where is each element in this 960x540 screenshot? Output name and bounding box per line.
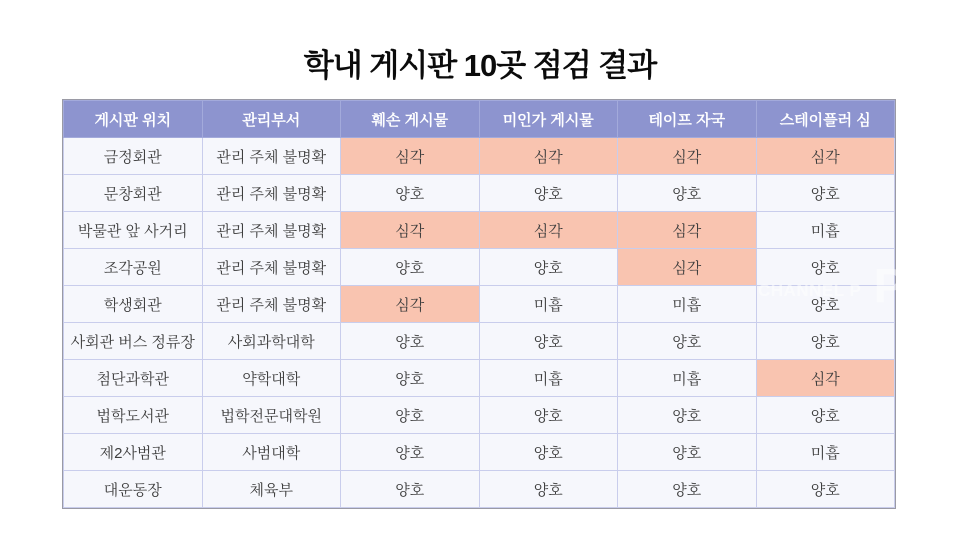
cell-status: 미흡 (618, 286, 757, 323)
cell-status: 미흡 (479, 360, 618, 397)
cell-status: 심각 (756, 138, 895, 175)
watermark-wordmark: CHANNEL P (758, 281, 862, 300)
cell-location: 법학도서관 (64, 397, 203, 434)
table-row (64, 212, 895, 249)
cell-status: 심각 (618, 249, 757, 286)
cell-status: 심각 (479, 138, 618, 175)
cell-department: 약학대학 (202, 360, 341, 397)
column-header-location: 게시판 위치 (64, 101, 203, 138)
watermark-logo-icon: PI (873, 260, 911, 313)
table-row (64, 397, 895, 434)
cell-location: 박물관 앞 사거리 (64, 212, 203, 249)
column-header-damaged-posts: 훼손 게시물 (341, 101, 480, 138)
cell-location: 학생회관 (64, 286, 203, 323)
table-row (64, 323, 895, 360)
cell-status: 양호 (756, 397, 895, 434)
table-body (64, 138, 895, 508)
cell-status: 양호 (756, 323, 895, 360)
cell-department: 관리 주체 불명확 (202, 249, 341, 286)
cell-status: 양호 (341, 175, 480, 212)
cell-location: 금정회관 (64, 138, 203, 175)
cell-status: 양호 (756, 471, 895, 508)
column-header-staples: 스테이플러 심 (756, 101, 895, 138)
cell-status: 양호 (618, 397, 757, 434)
table-row (64, 471, 895, 508)
column-header-unauthorized-posts: 미인가 게시물 (479, 101, 618, 138)
cell-location: 대운동장 (64, 471, 203, 508)
cell-location: 조각공원 (64, 249, 203, 286)
cell-department: 관리 주체 불명확 (202, 138, 341, 175)
cell-status: 심각 (479, 212, 618, 249)
cell-status: 심각 (618, 212, 757, 249)
cell-status: 양호 (479, 323, 618, 360)
cell-status: 양호 (756, 286, 895, 323)
inspection-table (63, 100, 895, 508)
cell-location: 사회관 버스 정류장 (64, 323, 203, 360)
column-header-department: 관리부서 (202, 101, 341, 138)
cell-department: 법학전문대학원 (202, 397, 341, 434)
cell-status: 양호 (618, 434, 757, 471)
cell-status: 양호 (618, 471, 757, 508)
cell-status: 미흡 (479, 286, 618, 323)
cell-status: 양호 (618, 175, 757, 212)
cell-location: 첨단과학관 (64, 360, 203, 397)
table-row (64, 138, 895, 175)
cell-status: 양호 (341, 360, 480, 397)
table-row (64, 360, 895, 397)
cell-status: 심각 (341, 286, 480, 323)
table-header-row (64, 101, 895, 138)
cell-location: 문창회관 (64, 175, 203, 212)
inspection-table-container (62, 99, 896, 509)
page-title: 학내 게시판 10곳 점검 결과 (303, 48, 657, 83)
cell-status: 양호 (479, 434, 618, 471)
cell-location: 제2사범관 (64, 434, 203, 471)
table-row (64, 434, 895, 471)
cell-status: 양호 (479, 249, 618, 286)
cell-status: 양호 (341, 397, 480, 434)
cell-department: 사회과학대학 (202, 323, 341, 360)
cell-status: 양호 (341, 323, 480, 360)
cell-department: 체육부 (202, 471, 341, 508)
cell-status: 미흡 (618, 360, 757, 397)
cell-status: 양호 (341, 249, 480, 286)
cell-department: 관리 주체 불명확 (202, 212, 341, 249)
table-row (64, 249, 895, 286)
cell-status: 심각 (618, 138, 757, 175)
cell-status: 심각 (341, 138, 480, 175)
cell-status: 미흡 (756, 434, 895, 471)
table-row (64, 175, 895, 212)
cell-status: 양호 (618, 323, 757, 360)
cell-status: 양호 (479, 397, 618, 434)
cell-status: 양호 (479, 471, 618, 508)
cell-status: 양호 (756, 249, 895, 286)
cell-status: 심각 (756, 360, 895, 397)
cell-status: 심각 (341, 212, 480, 249)
cell-status: 양호 (341, 434, 480, 471)
cell-status: 양호 (479, 175, 618, 212)
cell-status: 미흡 (756, 212, 895, 249)
table-row (64, 286, 895, 323)
cell-department: 관리 주체 불명확 (202, 286, 341, 323)
cell-department: 사범대학 (202, 434, 341, 471)
cell-status: 양호 (756, 175, 895, 212)
column-header-tape-marks: 테이프 자국 (618, 101, 757, 138)
cell-status: 양호 (341, 471, 480, 508)
cell-department: 관리 주체 불명확 (202, 175, 341, 212)
